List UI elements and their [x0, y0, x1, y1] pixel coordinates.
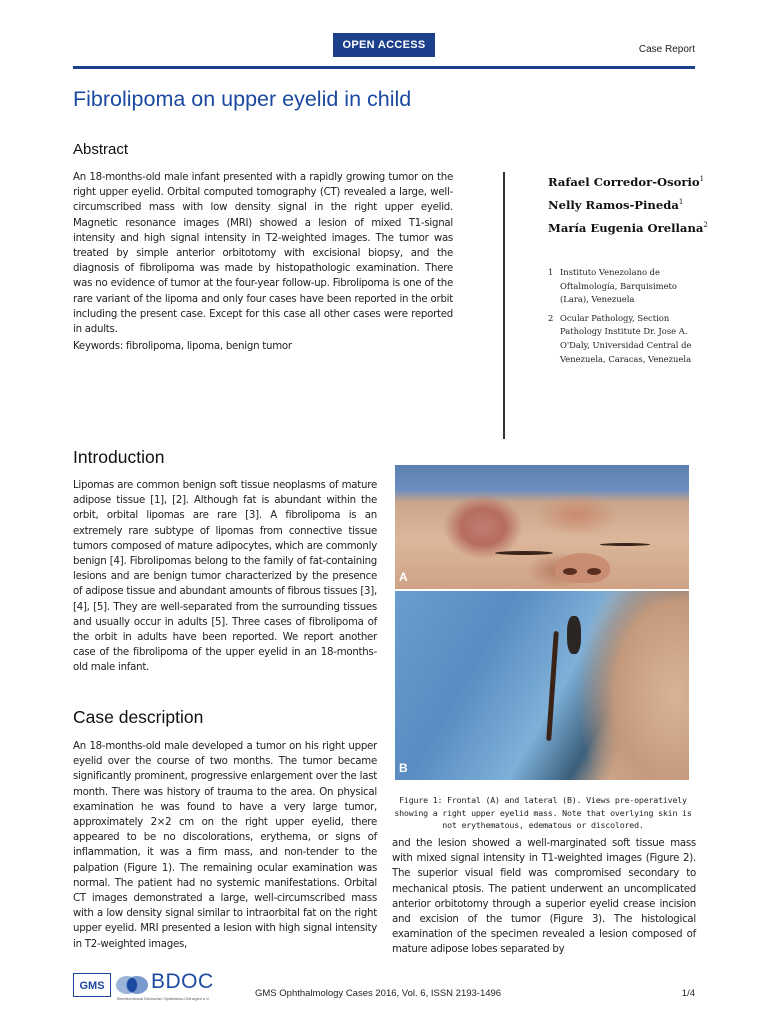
- case-description-text-left: An 18-months-old male developed a tumor on his right upper eyelid over the course of two months. The tumor became significantly prominent, progressive enlargement over the last month. There was history of trauma to the area. On physical examination he was found to have a very large tumor, approximately 2×2 cm on the right upper eyelid, there appeared to be no discolorations, erythema, or signs of inflammation, it was a firm mass, and non-tender to the palpation (Figure 1). The remaining ocular examination was normal. The patient had no systemic manifestations. Orbital CT images demonstrated a large, well-circumscribed mass with a low density signal similar to intraorbital fat on the right upper eyelid. MRI presented a lesion with high signal intensity in T2-weighted images,: [73, 741, 377, 950]
- abstract-heading: Abstract: [73, 141, 129, 158]
- open-access-badge: OPEN ACCESS: [333, 33, 435, 57]
- figure-1a-photo: [395, 465, 689, 589]
- author-list: [548, 169, 708, 238]
- case-description-heading: Case description: [73, 707, 204, 727]
- bdoc-logo-subtitle: Berufsverband Deutscher Ophthalmo-Chirurgen e.V.: [117, 996, 210, 1001]
- figure-label-a: A: [399, 570, 408, 584]
- introduction-text: Lipomas are common benign soft tissue neoplasms of mature adipose tissue [1], [2]. Although fat is abundant within the orbit, orbital lipomas are rare [3]. A fibrolipoma is an extremely rare subtype of lipomas from connective tissue tumors composed of mature adipocytes, which are commonly benign [4]. Fibrolipomas belong to the family of fat-containing lesions and are benign tumor characterized by the presence of adipose tissue and abundant amounts of fibrous tissues [3], [4], [5]. They are well-separated from the surrounding tissues and usually occur in adults [5]. Three cases of fibrolipoma of the orbit in adults have been reported. We report another case of the fibrolipoma of the upper eyelid in an 18-months-old male infant.: [73, 480, 377, 674]
- bdoc-logo-icon: [115, 975, 149, 995]
- author-1: Rafael Corredor-Osorio$^1$: [548, 174, 705, 189]
- bdoc-logo-text: BDOC: [151, 970, 214, 993]
- header-rule: [73, 66, 695, 69]
- affiliation-1: 1 Instituto Venezolano de Oftalmología, Barquisimeto (Lara), Venezuela: [548, 267, 677, 305]
- article-type-label: Case Report: [638, 44, 695, 55]
- author-divider: [503, 172, 505, 439]
- figure-1b-photo: [395, 591, 689, 780]
- article-title: Fibrolipoma on upper eyelid in child: [73, 87, 412, 111]
- introduction-heading: Introduction: [73, 447, 165, 467]
- page-number: 1/4: [681, 988, 695, 999]
- affiliation-list: [548, 266, 708, 371]
- figure-label-b: B: [399, 761, 408, 775]
- author-3: María Eugenia Orellana$^2$: [548, 220, 708, 235]
- case-description-text-right: and the lesion showed a well-marginated soft tissue mass with mixed signal intensity in T1-weighted images (Figure 2). The superior visual field was compromised secondary to mechanical ptosis. The patient underwent an uncomplicated anterior orbitotomy through a superior eyelid crease incision and excision of the tumor (Figure 3). The histological examination of the specimen revealed a lesion composed of mature adipose lobes separated by: [392, 838, 696, 956]
- gms-bdoc-logo: [73, 970, 219, 1001]
- abstract-text: An 18-months-old male infant presented with a rapidly growing tumor on the right upper eyelid. Orbital computed tomography (CT) revealed a large, well-circumscribed mass with low density signal in the right upper eyelid. Magnetic resonance images (MRI) showed a lesion of mixed T1-signal intensity and high signal intensity in T2-weighted images. The tumor was treated by simple anterior orbitotomy with excisional biopsy, and the diagnosis of fibrolipoma was made by histopathologic examination. There was no evidence of tumor at the four-year follow-up. Fibrolipoma is one of the rare variant of the lipoma and only four cases have been reported in the orbit including the present case. Except for this case all other cases were reported in adults.: [73, 172, 453, 336]
- author-2: Nelly Ramos-Pineda$^1$: [548, 197, 684, 212]
- keywords: Keywords: fibrolipoma, lipoma, benign tumor: [73, 341, 292, 352]
- figure-1-caption: Figure 1: Frontal (A) and lateral (B). Views pre-operatively showing a right upper eyelid mass. Note that overlying skin is not erythematous, edematous or discolored.: [394, 795, 692, 831]
- gms-logo: GMS: [73, 973, 111, 997]
- affiliation-2: 2 Ocular Pathology, Section Pathology Institute Dr. Jose A. O'Daly, Universidad Central de Venezuela, Caracas, Venezuela: [548, 312, 692, 364]
- journal-citation: GMS Ophthalmology Cases 2016, Vol. 6, ISSN 2193-1496: [255, 988, 502, 999]
